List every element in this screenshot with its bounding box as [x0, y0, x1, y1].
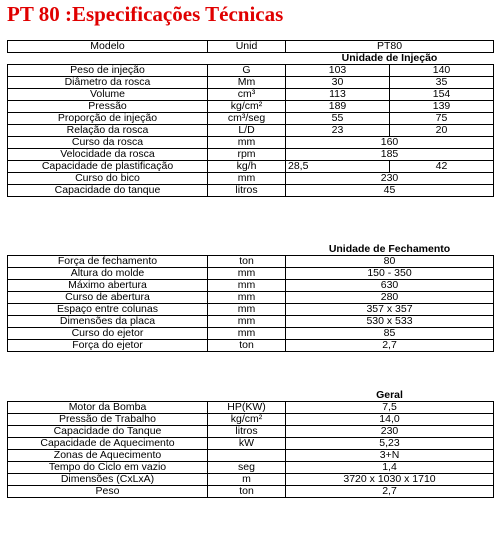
spec-label: Altura do molde — [8, 268, 208, 280]
table-row — [8, 268, 494, 280]
spec-value: 1,4 — [286, 462, 494, 474]
spec-value-2: 42 — [390, 161, 494, 173]
spec-value: 357 x 357 — [286, 304, 494, 316]
spec-label: Diâmetro da rosca — [8, 77, 208, 89]
spec-label: Curso do bico — [8, 173, 208, 185]
spec-unit: Mm — [208, 77, 286, 89]
table-row — [8, 402, 494, 414]
table-row — [8, 185, 494, 197]
spec-label: Capacidade de Aquecimento — [8, 438, 208, 450]
table-row — [8, 89, 494, 101]
spec-label: Pressão — [8, 101, 208, 113]
spec-value-1: 189 — [286, 101, 390, 113]
header-model: Modelo — [8, 41, 208, 53]
spec-unit: mm — [208, 137, 286, 149]
spec-unit: mm — [208, 292, 286, 304]
spec-value-1: 55 — [286, 113, 390, 125]
section-title-general: Geral — [376, 390, 403, 401]
table-row — [8, 125, 494, 137]
spec-value: 3720 x 1030 x 1710 — [286, 474, 494, 486]
page-title: PT 80 :Especificações Técnicas — [7, 2, 284, 26]
spec-value-2: 154 — [390, 89, 494, 101]
table-row — [8, 161, 494, 173]
spec-unit: ton — [208, 486, 286, 498]
spec-unit: cm³/seg — [208, 113, 286, 125]
table-row — [8, 137, 494, 149]
table-row — [8, 438, 494, 450]
injection-table — [7, 40, 494, 197]
spec-label: Curso da rosca — [8, 137, 208, 149]
table-row — [8, 101, 494, 113]
spec-unit: kg/h — [208, 161, 286, 173]
table-row — [8, 462, 494, 474]
table-row — [8, 414, 494, 426]
section-title-row — [8, 244, 494, 256]
spec-value: 185 — [286, 149, 494, 161]
spec-label: Motor da Bomba — [8, 402, 208, 414]
table-row — [8, 340, 494, 352]
table-row — [8, 316, 494, 328]
spec-label: Pressão de Trabalho — [8, 414, 208, 426]
spec-value-2: 20 — [390, 125, 494, 137]
spec-label: Dimensões da placa — [8, 316, 208, 328]
spec-value: 280 — [286, 292, 494, 304]
table-row — [8, 426, 494, 438]
spec-label: Força do ejetor — [8, 340, 208, 352]
table-row — [8, 256, 494, 268]
spec-label: Capacidade de plastificação — [8, 161, 208, 173]
section-title-clamping: Unidade de Fechamento — [328, 244, 451, 255]
spec-unit: mm — [208, 268, 286, 280]
spec-unit: HP(KW) — [208, 402, 286, 414]
table-row — [8, 113, 494, 125]
spec-unit: L/D — [208, 125, 286, 137]
spec-unit: m — [208, 474, 286, 486]
spec-value: 2,7 — [286, 486, 494, 498]
header-model-value: PT80 — [286, 41, 494, 53]
table-row — [8, 304, 494, 316]
table-row — [8, 328, 494, 340]
spec-label: Peso — [8, 486, 208, 498]
spec-unit: kg/cm² — [208, 101, 286, 113]
section-title-injection: Unidade de Injeção — [341, 52, 438, 64]
spec-label: Volume — [8, 89, 208, 101]
general-table — [7, 390, 494, 498]
spec-label: Proporção de injeção — [8, 113, 208, 125]
spec-value-2: 35 — [390, 77, 494, 89]
spec-value-1: 28,5 — [286, 161, 390, 173]
table-row — [8, 77, 494, 89]
spec-unit: ton — [208, 340, 286, 352]
spec-unit: litros — [208, 185, 286, 197]
spec-label: Zonas de Aquecimento — [8, 450, 208, 462]
table-row — [8, 173, 494, 185]
spec-label: Máximo abertura — [8, 280, 208, 292]
spec-value: 230 — [286, 426, 494, 438]
table-row — [8, 486, 494, 498]
spec-value-1: 23 — [286, 125, 390, 137]
spec-label: Relação da rosca — [8, 125, 208, 137]
spec-unit: litros — [208, 426, 286, 438]
spec-value-2: 75 — [390, 113, 494, 125]
spec-unit: mm — [208, 280, 286, 292]
header-unit: Unid — [208, 41, 286, 53]
spec-value: 230 — [286, 173, 494, 185]
spec-value: 160 — [286, 137, 494, 149]
spec-label: Capacidade do tanque — [8, 185, 208, 197]
spec-label: Velocidade da rosca — [8, 149, 208, 161]
spec-unit: cm³ — [208, 89, 286, 101]
spec-label: Dimensões (CxLxA) — [8, 474, 208, 486]
table-row — [8, 474, 494, 486]
spec-label: Peso de injeção — [8, 65, 208, 77]
spec-unit: kg/cm² — [208, 414, 286, 426]
spec-value: 80 — [286, 256, 494, 268]
spec-value: 14,0 — [286, 414, 494, 426]
spec-unit: rpm — [208, 149, 286, 161]
spec-label: Capacidade do Tanque — [8, 426, 208, 438]
spec-value-2: 139 — [390, 101, 494, 113]
spec-unit — [208, 450, 286, 462]
table-row — [8, 65, 494, 77]
spec-value: 3+N — [286, 450, 494, 462]
spec-unit: mm — [208, 304, 286, 316]
spec-value: 85 — [286, 328, 494, 340]
section-title-row — [8, 390, 494, 402]
spec-value: 530 x 533 — [286, 316, 494, 328]
spec-label: Curso do ejetor — [8, 328, 208, 340]
spec-unit: mm — [208, 316, 286, 328]
section-title-row — [8, 53, 494, 65]
table-row — [8, 280, 494, 292]
spec-value-1: 103 — [286, 65, 390, 77]
spec-value: 630 — [286, 280, 494, 292]
table-header-row — [8, 41, 494, 53]
spec-value: 2,7 — [286, 340, 494, 352]
spec-label: Curso de abertura — [8, 292, 208, 304]
clamping-table — [7, 244, 494, 352]
spec-unit: ton — [208, 256, 286, 268]
spec-value: 5,23 — [286, 438, 494, 450]
spec-label: Tempo do Ciclo em vazio — [8, 462, 208, 474]
table-row — [8, 149, 494, 161]
table-row — [8, 292, 494, 304]
spec-unit: G — [208, 65, 286, 77]
spec-unit: kW — [208, 438, 286, 450]
spec-unit: mm — [208, 173, 286, 185]
spec-value-2: 140 — [390, 65, 494, 77]
spec-value: 150 - 350 — [286, 268, 494, 280]
spec-unit: seg — [208, 462, 286, 474]
spec-value: 7,5 — [286, 402, 494, 414]
spec-label: Espaço entre colunas — [8, 304, 208, 316]
spec-value: 45 — [286, 185, 494, 197]
spec-value-1: 113 — [286, 89, 390, 101]
spec-label: Força de fechamento — [8, 256, 208, 268]
spec-value-1: 30 — [286, 77, 390, 89]
table-row — [8, 450, 494, 462]
spec-unit: mm — [208, 328, 286, 340]
